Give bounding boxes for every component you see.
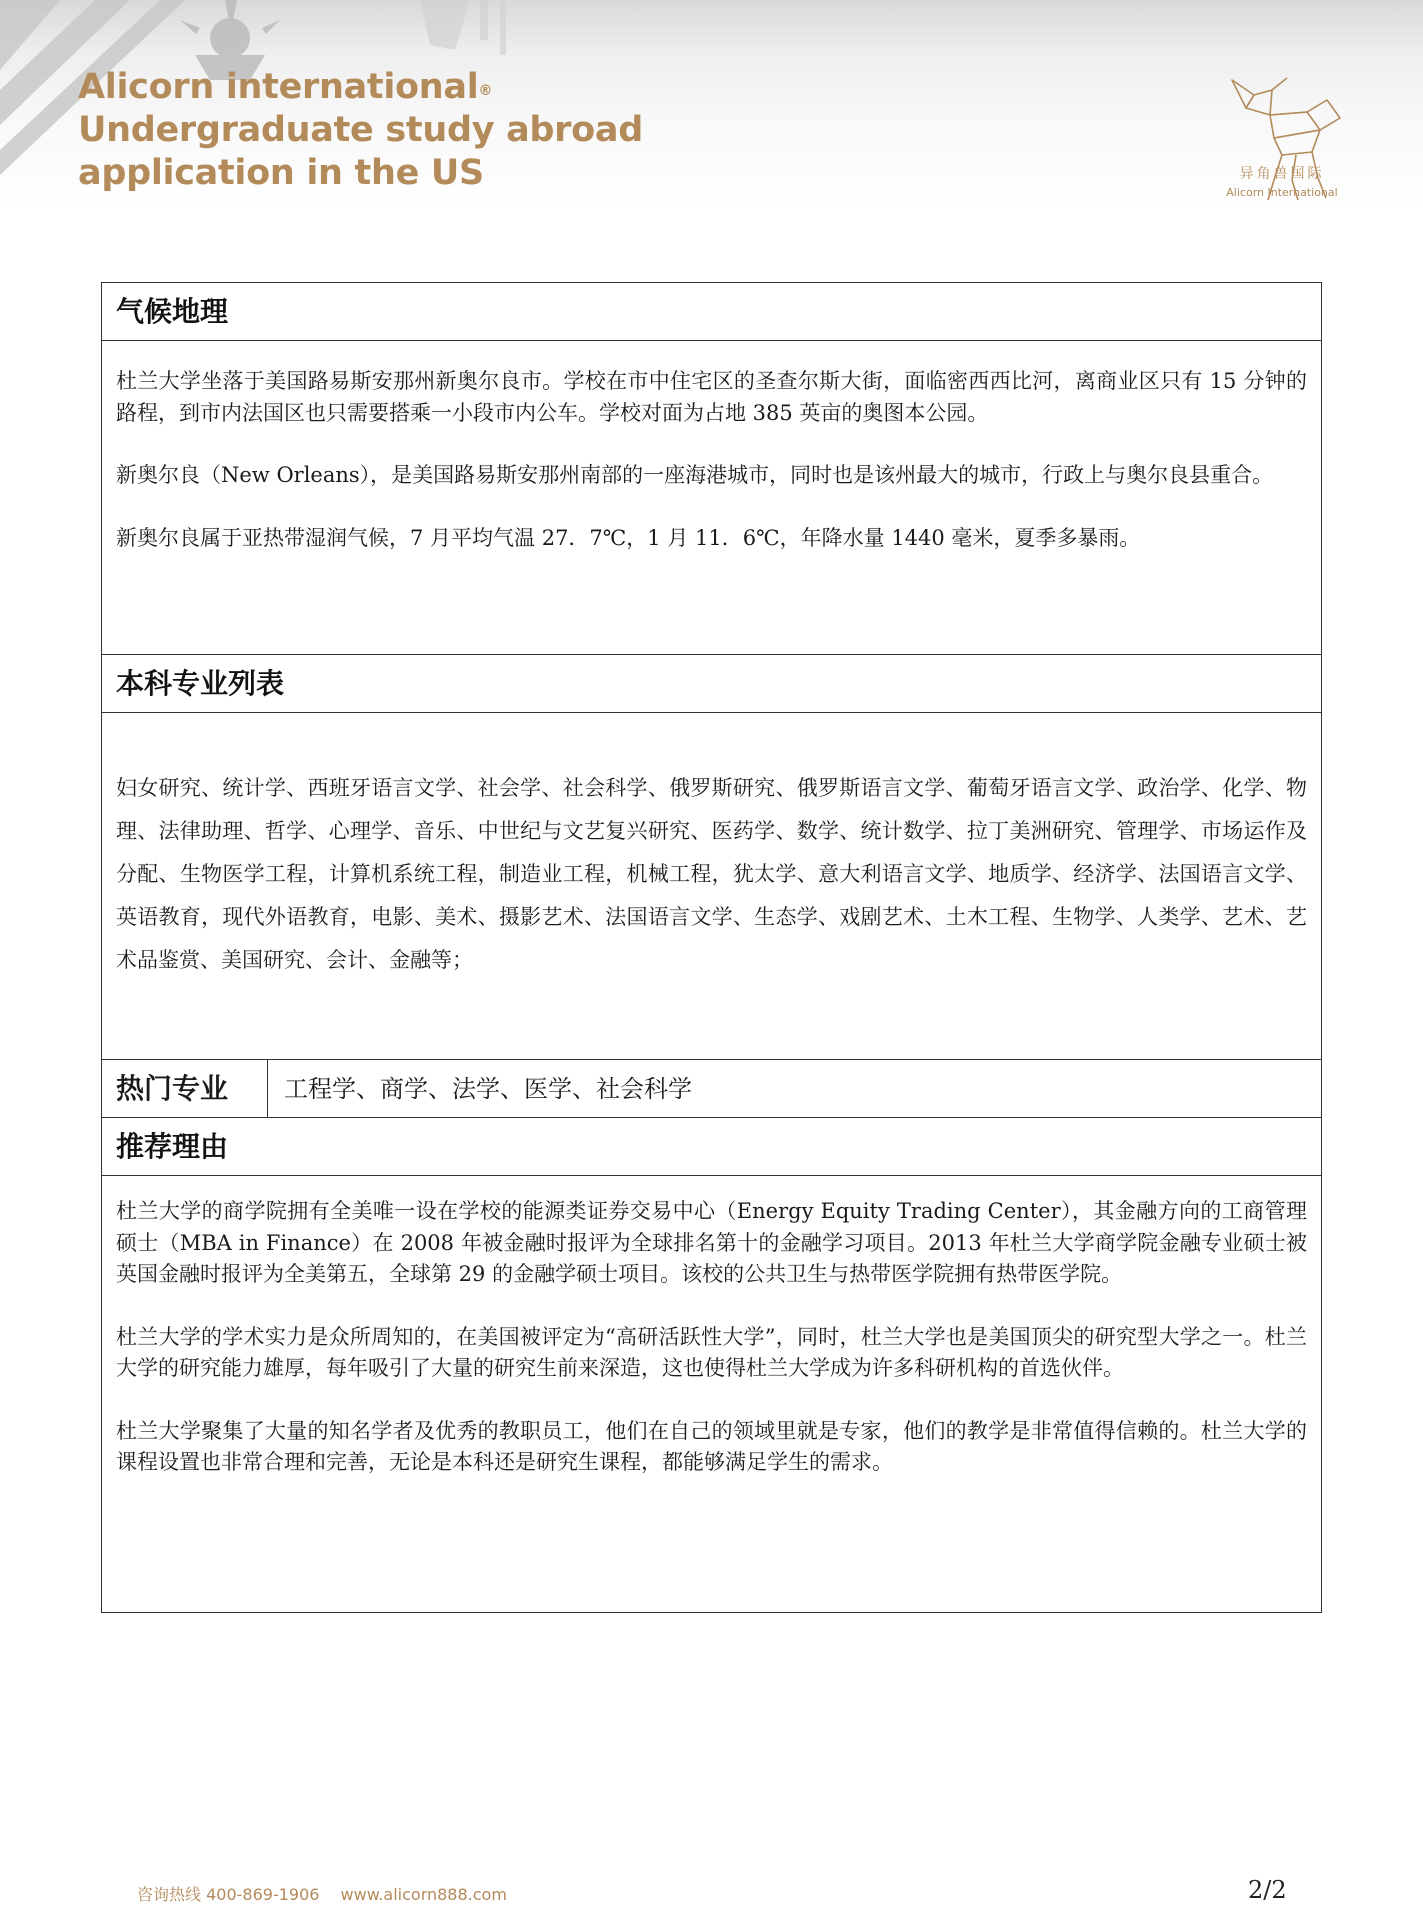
brand-title (78, 66, 643, 195)
reasons-body (102, 1176, 1321, 1612)
climate-body (102, 341, 1321, 655)
majors-body (102, 713, 1321, 1060)
hot-majors-label: 热门专业 (102, 1060, 268, 1117)
majors-heading: 本科专业列表 (102, 655, 1321, 713)
logo-english-name: Alicorn International (1226, 186, 1338, 199)
reasons-paragraph: 杜兰大学的学术实力是众所周知的，在美国被评定为“高研活跃性大学”，同时，杜兰大学也是美国顶尖的研究型大学之一。杜兰大学的研究能力雄厚，每年吸引了大量的研究生前来深造，这也使得杜兰大学成为许多科研机构的首选伙伴。 (116, 1324, 1307, 1380)
brand-line-2: Undergraduate study abroad (78, 110, 643, 150)
school-info-table (101, 282, 1322, 1613)
footer-contact (137, 1882, 507, 1905)
page-number: 2/2 (1248, 1876, 1287, 1904)
brand-line-3: application in the US (78, 153, 484, 193)
hot-majors-value: 工程学、商学、法学、医学、社会科学 (284, 1075, 692, 1103)
climate-paragraph: 新奥尔良（New Orleans），是美国路易斯安那州南部的一座海港城市，同时也是该州最大的城市，行政上与奥尔良县重合。 (116, 463, 1274, 487)
climate-paragraph: 杜兰大学坐落于美国路易斯安那州新奥尔良市。学校在市中住宅区的圣查尔斯大街，面临密西西比河，离商业区只有 15 分钟的路程，到市内法国区也只需要搭乘一小段市内公车。学校对面为占地 385 英亩的奥图本公园。 (116, 369, 1307, 425)
logo-chinese-name: 异角兽国际 (1239, 166, 1325, 182)
reasons-heading: 推荐理由 (102, 1118, 1321, 1176)
hot-majors-row (102, 1060, 1321, 1118)
majors-list-text: 妇女研究、统计学、西班牙语言文学、社会学、社会科学、俄罗斯研究、俄罗斯语言文学、葡萄牙语言文学、政治学、化学、物理、法律助理、哲学、心理学、音乐、中世纪与文艺复兴研究、医药学、数学、统计数学、拉丁美洲研究、管理学、市场运作及分配、生物医学工程，计算机系统工程，制造业工程，机械工程，犹太学、意大利语言文学、地质学、经济学、法国语言文学、英语教育，现代外语教育，电影、美术、摄影艺术、法国语言文学、生态学、戏剧艺术、土木工程、生物学、人类学、艺术、艺术品鉴赏、美国研究、会计、金融等； (116, 776, 1307, 972)
registered-mark: ® (478, 83, 493, 99)
footer-hotline: 咨询热线 400-869-1906 (137, 1885, 320, 1904)
reasons-paragraph: 杜兰大学聚集了大量的知名学者及优秀的教职员工，他们在自己的领域里就是专家，他们的教学是非常值得信赖的。杜兰大学的课程设置也非常合理和完善，无论是本科还是研究生课程，都能够满足学生的需求。 (116, 1418, 1307, 1474)
reasons-paragraph: 杜兰大学的商学院拥有全美唯一设在学校的能源类证券交易中心（Energy Equity Trading Center），其金融方向的工商管理硕士（MBA in Finance）在 2008 年被金融时报评为全球排名第十的金融学习项目。2013 年杜兰大学商学院金融专业硕士被英国金融时报评为全美第五，全球第 29 的金融学硕士项目。该校的公共卫生与热带医学院拥有热带医学院。 (116, 1199, 1307, 1286)
climate-paragraph: 新奥尔良属于亚热带湿润气候，7 月平均气温 27．7℃，1 月 11．6℃，年降水量 1440 毫米，夏季多暴雨。 (116, 525, 1141, 550)
climate-heading: 气候地理 (102, 283, 1321, 341)
footer-website-link[interactable]: www.alicorn888.com (340, 1885, 507, 1904)
brand-line-1: Alicorn international (78, 67, 479, 107)
